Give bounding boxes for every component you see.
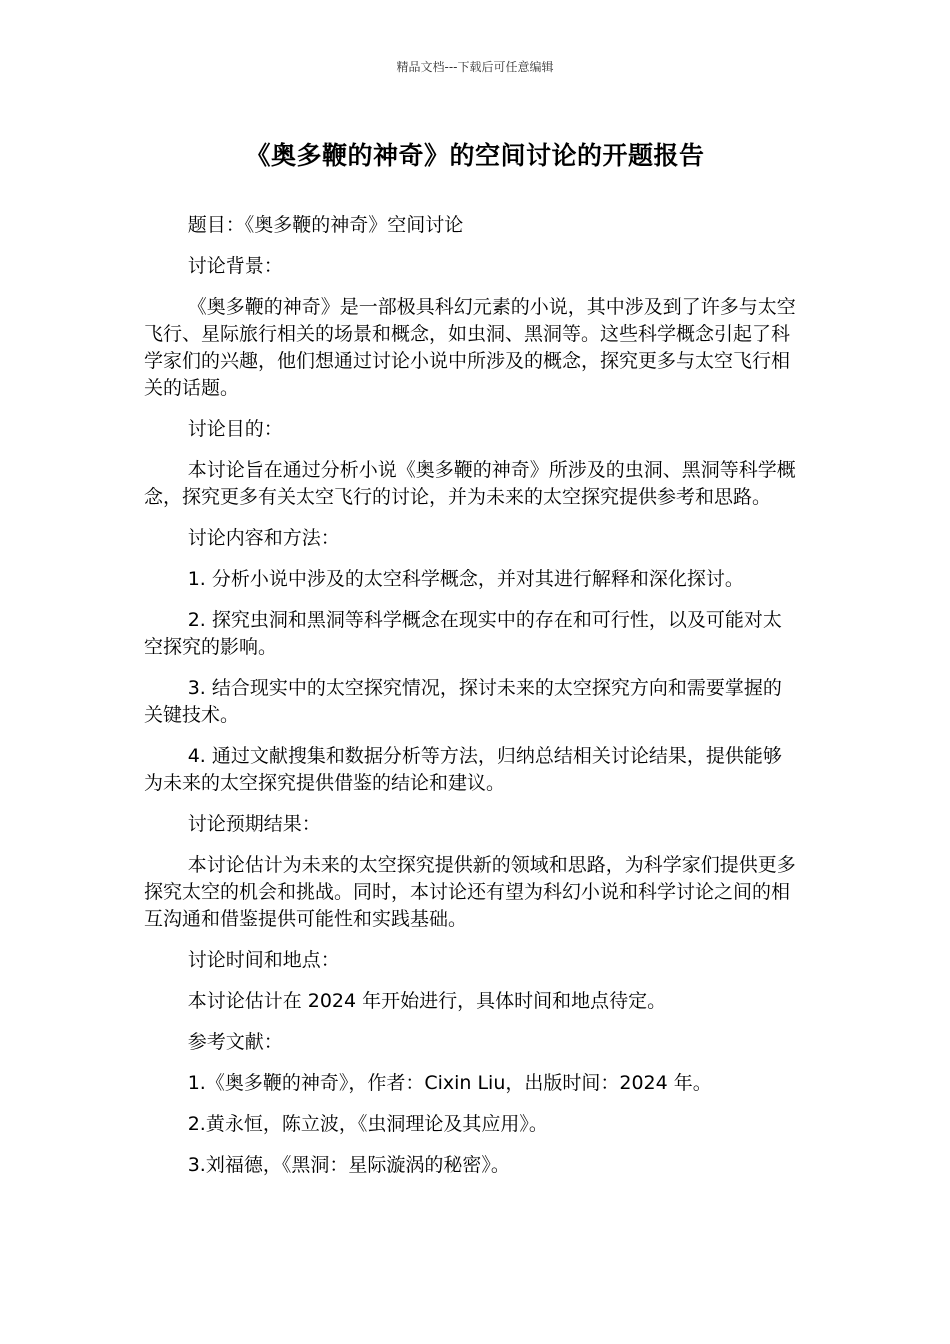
purpose-paragraph: 本讨论旨在通过分析小说《奥多鞭的神奇》所涉及的虫洞、黑洞等科学概念，探究更多有关太空飞行的讨论，并为未来的太空探究提供参考和思路。 — [144, 459, 796, 508]
reference-item-1: 1.《奥多鞭的神奇》，作者：Cixin Liu，出版时间：2024 年。 — [187, 1072, 712, 1094]
method-item-3: 3. 结合现实中的太空探究情况，探讨未来的太空探究方向和需要掌握的关键技术。 — [144, 677, 782, 726]
method-item-2: 2. 探究虫洞和黑洞等科学概念在现实中的存在和可行性，以及可能对太空探究的影响。 — [144, 609, 782, 658]
background-paragraph: 《奥多鞭的神奇》是一部极具科幻元素的小说，其中涉及到了许多与太空飞行、星际旅行相关的场景和概念，如虫洞、黑洞等。这些科学概念引起了科学家们的兴趣，他们想通过讨论小说中所涉及的概念，探究更多与太空飞行相关的话题。 — [144, 296, 796, 399]
method-item-1: 1. 分析小说中涉及的太空科学概念，并对其进行解释和深化探讨。 — [187, 568, 744, 590]
section-heading-content-methods: 讨论内容和方法： — [187, 527, 340, 549]
section-heading-time-place: 讨论时间和地点： — [187, 949, 340, 971]
document-body — [144, 212, 800, 1193]
reference-item-3: 3.刘福德，《黑洞：星际漩涡的秘密》。 — [187, 1154, 510, 1176]
section-heading-expected-results: 讨论预期结果： — [187, 813, 321, 835]
method-item-4: 4. 通过文献搜集和数据分析等方法，归纳总结相关讨论结果，提供能够为未来的太空探究提供借鉴的结论和建议。 — [144, 745, 782, 794]
document-title: 《奥多鞭的神奇》的空间讨论的开题报告 — [245, 141, 705, 170]
topic-line: 题目：《奥多鞭的神奇》空间讨论 — [187, 214, 464, 236]
reference-item-2: 2.黄永恒，陈立波，《虫洞理论及其应用》。 — [187, 1113, 548, 1135]
header-note: 精品文档---下载后可任意编辑 — [396, 60, 554, 74]
time-place-paragraph: 本讨论估计在 2024 年开始进行，具体时间和地点待定。 — [187, 990, 667, 1012]
section-heading-purpose: 讨论目的： — [187, 418, 283, 440]
section-heading-references: 参考文献： — [187, 1031, 283, 1053]
expected-results-paragraph: 本讨论估计为未来的太空探究提供新的领域和思路，为科学家们提供更多探究太空的机会和挑战。同时，本讨论还有望为科幻小说和科学讨论之间的相互沟通和借鉴提供可能性和实践基础。 — [144, 854, 796, 930]
section-heading-background: 讨论背景： — [187, 255, 283, 277]
